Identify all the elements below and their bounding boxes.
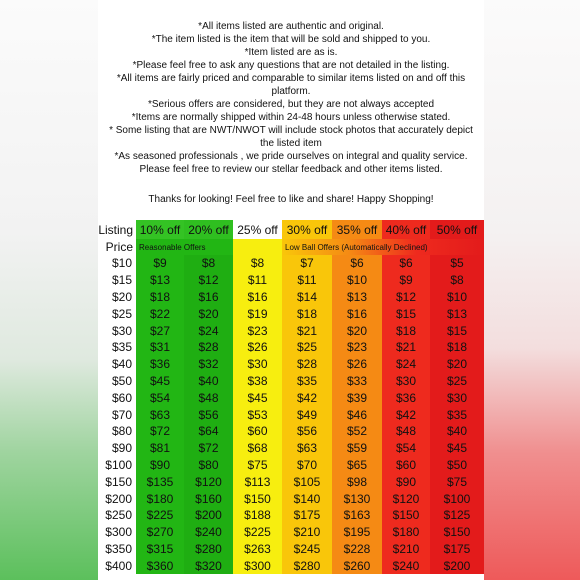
- listing-price-cell: $300: [98, 524, 136, 541]
- offer-price-cell: $63: [282, 440, 332, 457]
- listing-price-cell: $80: [98, 423, 136, 440]
- disclaimer-line: * Some listing that are NWT/NWOT will include stock photos that accurately depict the listed item: [109, 125, 473, 149]
- offer-price-cell: $32: [184, 356, 233, 373]
- price-row: [98, 272, 484, 289]
- offer-price-cell: $50: [430, 457, 484, 474]
- price-row: [98, 289, 484, 306]
- offer-price-cell: $49: [282, 406, 332, 423]
- offer-price-cell: $68: [233, 440, 282, 457]
- offer-price-cell: $225: [233, 524, 282, 541]
- offer-price-cell: $30: [382, 373, 430, 390]
- offer-price-cell: $195: [332, 524, 382, 541]
- offer-price-cell: $225: [136, 507, 184, 524]
- offer-price-cell: $9: [136, 255, 184, 272]
- offer-price-cell: $21: [382, 339, 430, 356]
- offer-price-cell: $80: [184, 457, 233, 474]
- offer-price-cell: $163: [332, 507, 382, 524]
- listing-info-card: [98, 0, 484, 580]
- reasonable-offers-label: Reasonable Offers: [136, 239, 233, 255]
- offer-price-cell: $11: [233, 272, 282, 289]
- offer-price-cell: $45: [430, 440, 484, 457]
- offer-price-cell: $63: [136, 406, 184, 423]
- price-row: [98, 373, 484, 390]
- offer-price-cell: $20: [184, 305, 233, 322]
- subheader-spacer: [233, 239, 282, 255]
- offer-price-cell: $320: [184, 557, 233, 574]
- offer-price-cell: $100: [430, 490, 484, 507]
- offer-price-cell: $210: [382, 541, 430, 558]
- offer-price-cell: $70: [282, 457, 332, 474]
- listing-price-cell: $200: [98, 490, 136, 507]
- offer-price-cell: $40: [184, 373, 233, 390]
- chart-subheader-row: [98, 239, 484, 255]
- offer-price-cell: $26: [233, 339, 282, 356]
- offer-price-cell: $20: [332, 322, 382, 339]
- listing-price-cell: $70: [98, 406, 136, 423]
- price-row: [98, 356, 484, 373]
- offer-price-cell: $12: [184, 272, 233, 289]
- offer-price-cell: $150: [430, 524, 484, 541]
- offer-price-cell: $280: [184, 541, 233, 558]
- price-row: [98, 305, 484, 322]
- offer-price-cell: $13: [430, 305, 484, 322]
- offer-price-cell: $26: [332, 356, 382, 373]
- disclaimer-line: *As seasoned professionals , we pride ourselves on integral and quality service. Please feel free to review our stellar feedback and other items listed.: [114, 151, 468, 175]
- offer-price-cell: $42: [282, 389, 332, 406]
- offer-price-cell: $75: [233, 457, 282, 474]
- offer-price-cell: $7: [282, 255, 332, 272]
- offer-price-cell: $65: [332, 457, 382, 474]
- disclaimer-line: *Serious offers are considered, but they are not always accepted: [147, 99, 435, 110]
- offer-price-cell: $31: [136, 339, 184, 356]
- price-row: [98, 524, 484, 541]
- offer-price-cell: $14: [282, 289, 332, 306]
- offer-price-cell: $28: [184, 339, 233, 356]
- listing-price-cell: $35: [98, 339, 136, 356]
- disclaimer-line: *Items are normally shipped within 24-48 hours unless otherwise stated.: [131, 112, 451, 123]
- offer-price-cell: $175: [282, 507, 332, 524]
- offer-price-cell: $48: [382, 423, 430, 440]
- disclaimer-line: *All items are fairly priced and comparable to similar items listed on and off this platform.: [116, 73, 466, 97]
- offer-price-cell: $56: [184, 406, 233, 423]
- offer-price-cell: $16: [332, 305, 382, 322]
- offer-price-cell: $8: [184, 255, 233, 272]
- offer-price-cell: $240: [382, 557, 430, 574]
- listing-price-cell: $20: [98, 289, 136, 306]
- offer-price-cell: $18: [282, 305, 332, 322]
- offer-price-cell: $30: [430, 389, 484, 406]
- offer-price-cell: $180: [382, 524, 430, 541]
- offer-price-cell: $13: [136, 272, 184, 289]
- offer-price-cell: $40: [430, 423, 484, 440]
- offer-price-cell: $12: [382, 289, 430, 306]
- offer-price-cell: $52: [332, 423, 382, 440]
- offer-price-cell: $8: [233, 255, 282, 272]
- offer-price-cell: $81: [136, 440, 184, 457]
- lowball-offers-label: Low Ball Offers (Automatically Declined): [282, 239, 484, 255]
- offer-price-cell: $56: [282, 423, 332, 440]
- offer-price-cell: $60: [382, 457, 430, 474]
- offer-price-cell: $6: [382, 255, 430, 272]
- offer-price-cell: $45: [233, 389, 282, 406]
- offer-price-cell: $75: [430, 473, 484, 490]
- offer-price-cell: $36: [382, 389, 430, 406]
- offer-price-cell: $53: [233, 406, 282, 423]
- offer-price-cell: $24: [382, 356, 430, 373]
- offer-price-cell: $270: [136, 524, 184, 541]
- listing-price-cell: $60: [98, 389, 136, 406]
- offer-price-cell: $25: [282, 339, 332, 356]
- offer-price-cell: $125: [430, 507, 484, 524]
- offer-price-cell: $98: [332, 473, 382, 490]
- offer-price-cell: $175: [430, 541, 484, 558]
- offer-price-cell: $39: [332, 389, 382, 406]
- offer-price-cell: $120: [382, 490, 430, 507]
- offer-price-cell: $240: [184, 524, 233, 541]
- offer-price-cell: $25: [430, 373, 484, 390]
- price-row: [98, 339, 484, 356]
- price-row: [98, 541, 484, 558]
- price-row: [98, 255, 484, 272]
- offer-price-cell: $23: [332, 339, 382, 356]
- listing-price-cell: $50: [98, 373, 136, 390]
- offer-price-cell: $10: [430, 289, 484, 306]
- listing-price-cell: $90: [98, 440, 136, 457]
- listing-price-cell: $15: [98, 272, 136, 289]
- offer-price-cell: $210: [282, 524, 332, 541]
- offer-price-cell: $72: [136, 423, 184, 440]
- offer-chart: [98, 220, 484, 574]
- header-20-off: 20% off: [184, 220, 233, 239]
- offer-price-cell: $15: [382, 305, 430, 322]
- offer-price-cell: $20: [430, 356, 484, 373]
- price-label: Price: [105, 240, 133, 254]
- listing-price-cell: $25: [98, 305, 136, 322]
- offer-price-cell: $16: [233, 289, 282, 306]
- offer-price-cell: $18: [430, 339, 484, 356]
- offer-price-cell: $24: [184, 322, 233, 339]
- header-35-off: 35% off: [332, 220, 382, 239]
- offer-price-cell: $30: [233, 356, 282, 373]
- listing-price-cell: $250: [98, 507, 136, 524]
- offer-price-cell: $200: [184, 507, 233, 524]
- disclaimer-line: *Please feel free to ask any questions that are not detailed in the listing.: [132, 60, 450, 71]
- offer-price-cell: $280: [282, 557, 332, 574]
- offer-price-cell: $15: [430, 322, 484, 339]
- price-row: [98, 440, 484, 457]
- offer-price-cell: $22: [136, 305, 184, 322]
- price-row: [98, 322, 484, 339]
- price-row: [98, 473, 484, 490]
- listing-price-cell: $150: [98, 473, 136, 490]
- offer-price-cell: $200: [430, 557, 484, 574]
- offer-price-cell: $90: [136, 457, 184, 474]
- offer-price-cell: $27: [136, 322, 184, 339]
- offer-price-cell: $180: [136, 490, 184, 507]
- offer-price-cell: $150: [233, 490, 282, 507]
- price-row: [98, 389, 484, 406]
- listing-price-cell: $40: [98, 356, 136, 373]
- offer-price-cell: $72: [184, 440, 233, 457]
- price-row: [98, 490, 484, 507]
- price-row: [98, 406, 484, 423]
- offer-price-cell: $188: [233, 507, 282, 524]
- offer-price-cell: $105: [282, 473, 332, 490]
- offer-price-cell: $36: [136, 356, 184, 373]
- offer-price-cell: $135: [136, 473, 184, 490]
- header-50-off: 50% off: [430, 220, 484, 239]
- left-background-blur: [0, 0, 98, 580]
- header-30-off: 30% off: [282, 220, 332, 239]
- disclaimer-line: *Item listed are as is.: [244, 47, 338, 58]
- disclaimer-line: *The item listed is the item that will be sold and shipped to you.: [151, 34, 431, 45]
- offer-price-cell: $54: [136, 389, 184, 406]
- listing-price-cell: $30: [98, 322, 136, 339]
- offer-price-cell: $16: [184, 289, 233, 306]
- offer-price-cell: $18: [382, 322, 430, 339]
- offer-price-cell: $10: [332, 272, 382, 289]
- offer-price-cell: $28: [282, 356, 332, 373]
- offer-price-cell: $64: [184, 423, 233, 440]
- chart-header-row: [98, 220, 484, 239]
- offer-price-cell: $48: [184, 389, 233, 406]
- offer-price-cell: $45: [136, 373, 184, 390]
- header-40-off: 40% off: [382, 220, 430, 239]
- offer-price-cell: $130: [332, 490, 382, 507]
- offer-price-cell: $9: [382, 272, 430, 289]
- listing-price-cell: $10: [98, 255, 136, 272]
- price-row: [98, 557, 484, 574]
- offer-price-cell: $150: [382, 507, 430, 524]
- offer-price-cell: $120: [184, 473, 233, 490]
- offer-price-cell: $315: [136, 541, 184, 558]
- offer-price-cell: $18: [136, 289, 184, 306]
- offer-price-cell: $21: [282, 322, 332, 339]
- listing-price-cell: $100: [98, 457, 136, 474]
- right-background-blur: [484, 0, 580, 580]
- disclaimer-line: *All items listed are authentic and original.: [198, 21, 384, 32]
- price-row: [98, 507, 484, 524]
- thanks-message: Thanks for looking! Feel free to like and share! Happy Shopping!: [148, 194, 434, 205]
- listing-price-cell: $350: [98, 541, 136, 558]
- offer-price-cell: $260: [332, 557, 382, 574]
- offer-price-cell: $35: [430, 406, 484, 423]
- offer-price-cell: $360: [136, 557, 184, 574]
- offer-price-cell: $113: [233, 473, 282, 490]
- offer-price-cell: $59: [332, 440, 382, 457]
- offer-price-cell: $90: [382, 473, 430, 490]
- offer-price-cell: $54: [382, 440, 430, 457]
- price-row: [98, 423, 484, 440]
- offer-price-cell: $42: [382, 406, 430, 423]
- offer-price-cell: $5: [430, 255, 484, 272]
- header-25-off: 25% off: [233, 220, 282, 239]
- offer-price-cell: $60: [233, 423, 282, 440]
- offer-price-cell: $263: [233, 541, 282, 558]
- offer-price-cell: $6: [332, 255, 382, 272]
- offer-price-cell: $160: [184, 490, 233, 507]
- offer-price-cell: $140: [282, 490, 332, 507]
- offer-price-cell: $38: [233, 373, 282, 390]
- listing-price-cell: $400: [98, 557, 136, 574]
- offer-price-cell: $8: [430, 272, 484, 289]
- offer-price-cell: $11: [282, 272, 332, 289]
- disclaimer-block: [98, 20, 484, 176]
- offer-price-cell: $33: [332, 373, 382, 390]
- offer-price-cell: $46: [332, 406, 382, 423]
- offer-price-cell: $245: [282, 541, 332, 558]
- offer-price-cell: $13: [332, 289, 382, 306]
- offer-price-cell: $35: [282, 373, 332, 390]
- price-row: [98, 457, 484, 474]
- offer-price-cell: $300: [233, 557, 282, 574]
- offer-price-cell: $19: [233, 305, 282, 322]
- header-10-off: 10% off: [136, 220, 184, 239]
- header-listing: Listing: [98, 220, 136, 239]
- offer-price-cell: $228: [332, 541, 382, 558]
- offer-price-cell: $23: [233, 322, 282, 339]
